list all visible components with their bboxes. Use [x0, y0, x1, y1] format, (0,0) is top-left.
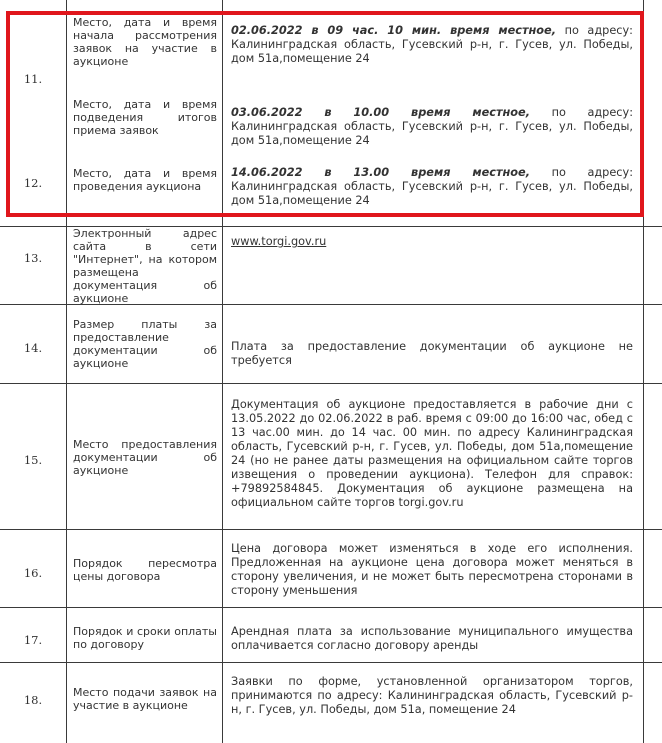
- website-link[interactable]: www.torgi.gov.ru: [231, 235, 327, 248]
- row-divider: [0, 383, 662, 384]
- row-label: Место, дата и время проведения аукциона: [73, 167, 217, 193]
- row-number: 18.: [23, 693, 43, 707]
- row-value-address: по адресу: Калининградская область, Гусевский р-н, г. Гусев, ул. Победы, дом 51а,помещение 24: [231, 166, 633, 207]
- row-label: Порядок пересмотра цены договора: [73, 557, 217, 583]
- row-label: Место, дата и время подведения итогов приема заявок: [73, 98, 217, 137]
- row-value-address: по адресу: Калининградская область, Гусевский р-н, г. Гусев, ул. Победы, дом 51а,помещение 24: [231, 24, 633, 65]
- row-value-address: по адресу: Калининградская область, Гусевский р-н, г. Гусев, ул. Победы, дом 51а,помещение 24: [231, 106, 633, 147]
- row-value: [231, 235, 633, 249]
- row-number: 16.: [23, 566, 43, 580]
- row-value: [231, 166, 633, 208]
- row-label: Место предоставления документации об аукционе: [73, 438, 217, 477]
- row-number: 17.: [23, 633, 43, 647]
- row-value: Документация об аукционе предоставляется в рабочие дни с 13.05.2022 до 02.06.2022 в раб. время с 09:00 до 16:00 час, обед с 13 час.00 мин. до 14 час. 00 мин. по адресу Калининградская область, Гусевский р-н, г. Гусев, ул. Победы, дом 51а,помещение 24 (но не ранее даты размещения на официальном сайте торгов извещения о проведении аукциона). Телефон для справок: +79892584845. Документация об аукционе размещена на официальном сайте торгов torgi.gov.ru: [231, 398, 633, 509]
- row-value-date: 14.06.2022 в 13.00 время местное,: [231, 166, 531, 179]
- row-label: Порядок и сроки оплаты по договору: [73, 625, 217, 651]
- row-number: 14.: [23, 341, 43, 355]
- row-label: Размер платы за предоставление документации об аукционе: [73, 318, 217, 370]
- column-divider: [66, 0, 67, 743]
- row-number: 13.: [23, 251, 43, 265]
- row-number: 12.: [23, 176, 43, 190]
- row-value: Арендная плата за использование муниципального имущества оплачивается согласно договору аренды: [231, 625, 633, 652]
- row-value: Цена договора может изменяться в ходе его исполнения. Предложенная на аукционе цена договора может меняться в сторону увеличения, и не может быть пересмотрена сторонами в сторону уменьшения: [231, 542, 633, 597]
- row-label: Место подачи заявок на участие в аукционе: [73, 686, 217, 712]
- row-value-date: 02.06.2022 в 09 час. 10 мин. время местное,: [231, 24, 557, 37]
- row-value: Заявки по форме, установленной организатором торгов, принимаются по адресу: Калининградская область, Гусевский р-н, г. Гусев, ул. Победы, дом 51а, помещение 24: [231, 675, 633, 716]
- row-divider: [0, 529, 662, 530]
- row-value: [231, 24, 633, 66]
- column-divider: [222, 0, 223, 743]
- row-number: 11.: [23, 72, 43, 86]
- row-value: Плата за предоставление документации об аукционе не требуется: [231, 340, 633, 367]
- row-divider: [0, 662, 662, 663]
- row-label: Место, дата и время начала рассмотрения заявок на участие в аукционе: [73, 16, 217, 68]
- row-divider: [0, 607, 662, 608]
- column-divider: [643, 0, 644, 743]
- row-label: Электронный адрес сайта в сети "Интернет", на котором размещена документация об аукционе: [73, 227, 217, 305]
- row-value-date: 03.06.2022 в 10.00 время местное,: [231, 106, 531, 119]
- row-value: [231, 106, 633, 148]
- row-number: 15.: [23, 453, 43, 467]
